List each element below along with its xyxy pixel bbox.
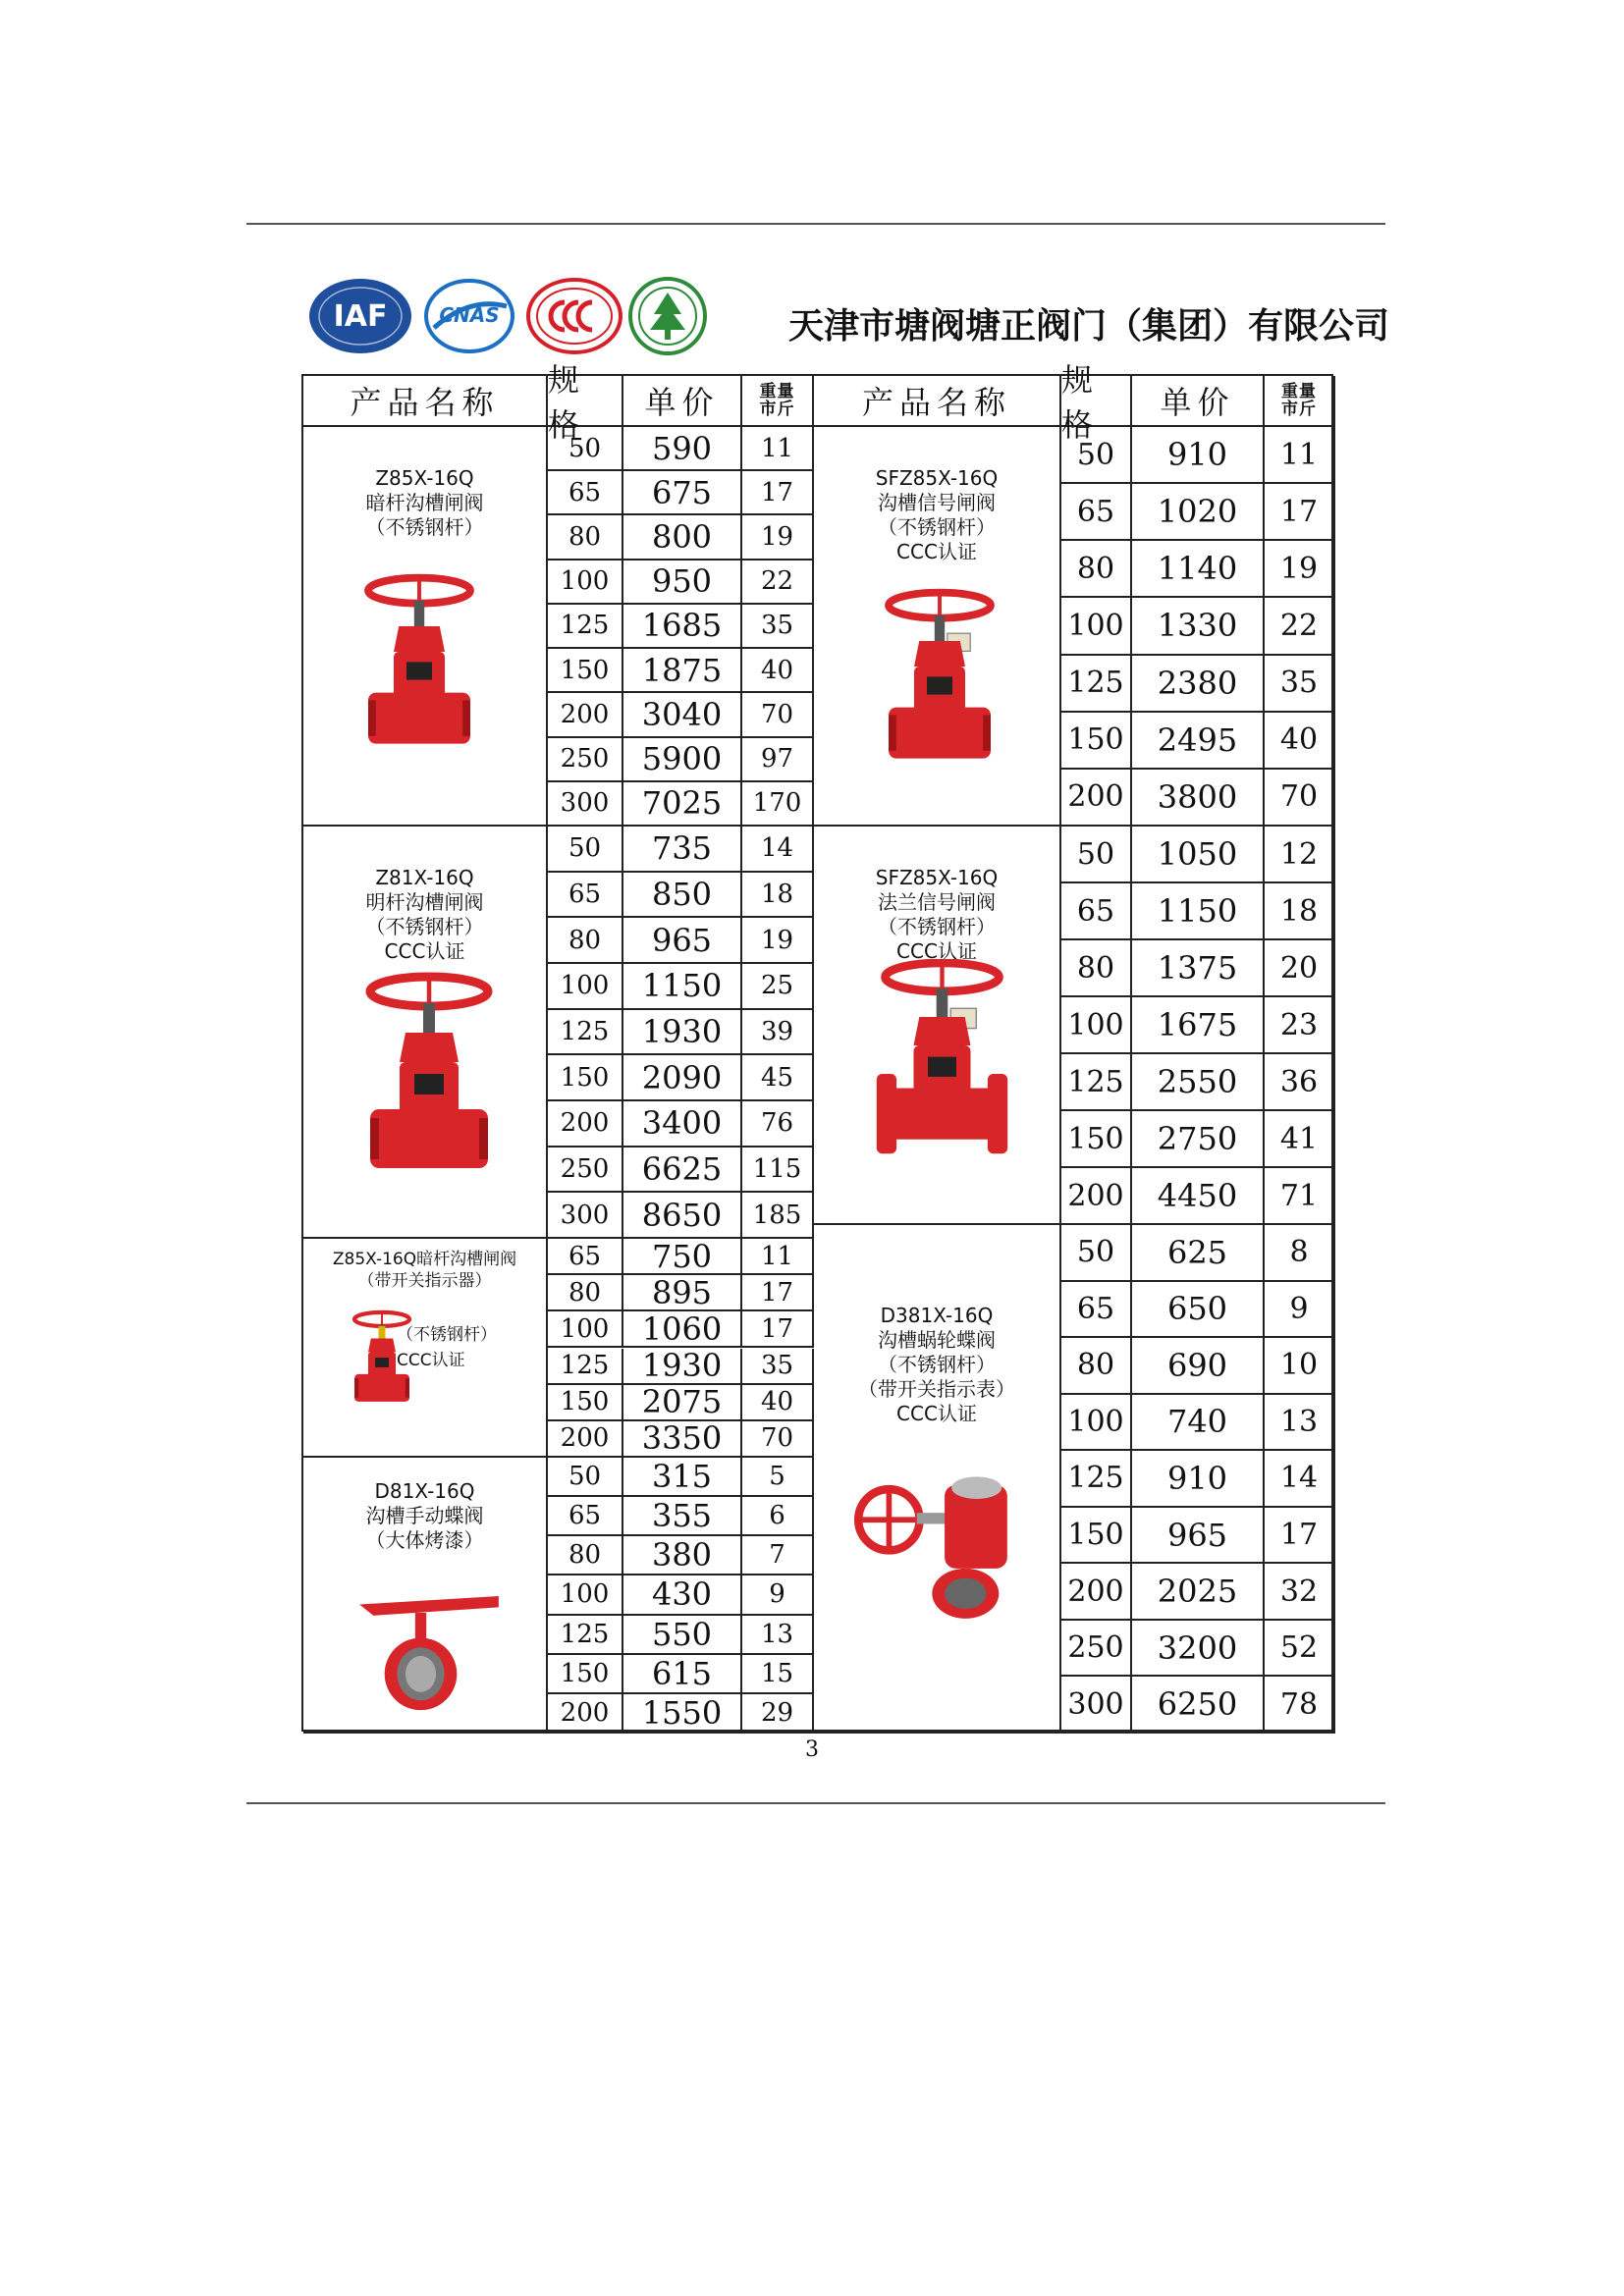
row-spec: 125 [1061, 1054, 1132, 1111]
row-price: 740 [1132, 1395, 1265, 1452]
row-spec: 50 [548, 1458, 623, 1497]
row-spec: 80 [1061, 1338, 1132, 1395]
row-weight: 19 [1265, 541, 1335, 598]
product-cell-p4 [303, 1458, 548, 1734]
product-side-line: （不锈钢杆） [397, 1325, 497, 1345]
row-weight: 22 [742, 561, 814, 605]
row-weight: 19 [742, 918, 814, 964]
row-price: 2075 [623, 1385, 742, 1421]
header-weight-bottom: 市斤 [759, 400, 795, 419]
row-price: 2090 [623, 1055, 742, 1101]
row-weight: 32 [1265, 1564, 1335, 1621]
row-price: 910 [1132, 1451, 1265, 1508]
row-price: 965 [623, 918, 742, 964]
row-weight: 70 [742, 693, 814, 737]
row-weight: 14 [742, 827, 814, 873]
product-cell-p2 [303, 827, 548, 1239]
row-weight: 12 [1265, 827, 1335, 883]
row-spec: 100 [548, 561, 623, 605]
row-price: 355 [623, 1497, 742, 1536]
row-price: 550 [623, 1616, 742, 1655]
row-price: 8650 [623, 1193, 742, 1239]
row-price: 315 [623, 1458, 742, 1497]
valve-image-icon [355, 964, 503, 1190]
row-price: 800 [623, 515, 742, 560]
bottom-rule [246, 1802, 1385, 1804]
row-spec: 250 [548, 738, 623, 782]
row-spec: 125 [1061, 1451, 1132, 1508]
row-spec: 200 [548, 1101, 623, 1148]
product-name-line: （带开关指示器） [357, 1271, 492, 1291]
row-weight: 9 [742, 1575, 814, 1615]
row-weight: 185 [742, 1193, 814, 1239]
row-price: 2495 [1132, 713, 1265, 770]
product-cell-p1 [303, 427, 548, 827]
product-name-line: （不锈钢杆） [365, 515, 484, 539]
green-tree-logo-icon [628, 277, 707, 355]
row-spec: 65 [548, 1497, 623, 1536]
product-name-line: CCC认证 [896, 1402, 977, 1425]
row-spec: 125 [548, 1616, 623, 1655]
row-price: 1875 [623, 649, 742, 693]
product-name-line: CCC认证 [896, 939, 977, 963]
row-price: 3400 [623, 1101, 742, 1148]
product-name [303, 466, 546, 540]
ccc-logo-icon [525, 277, 623, 355]
product-name-line: D81X-16Q [374, 1479, 475, 1503]
header-spec: 规格 [1061, 376, 1132, 427]
header-weight [1265, 376, 1335, 427]
row-spec: 300 [548, 1193, 623, 1239]
product-name-line: Z85X-16Q暗杆沟槽闸阀 [332, 1250, 517, 1269]
row-spec: 125 [548, 605, 623, 649]
header-weight-top: 重量 [1281, 382, 1317, 401]
product-name [303, 1479, 546, 1553]
row-weight: 9 [1265, 1282, 1335, 1339]
row-price: 1060 [623, 1311, 742, 1348]
product-name [303, 1249, 546, 1292]
row-price: 1685 [623, 605, 742, 649]
row-spec: 100 [1061, 1395, 1132, 1452]
product-name-line: （不锈钢杆） [365, 915, 484, 938]
row-spec: 65 [1061, 883, 1132, 940]
row-weight: 17 [742, 1311, 814, 1348]
row-price: 965 [1132, 1508, 1265, 1565]
row-price: 625 [1132, 1225, 1265, 1282]
product-name-line: （不锈钢杆） [878, 915, 996, 938]
header-weight [742, 376, 814, 427]
row-weight: 115 [742, 1148, 814, 1194]
row-weight: 23 [1265, 997, 1335, 1054]
row-price: 3040 [623, 693, 742, 737]
row-spec: 50 [1061, 1225, 1132, 1282]
row-weight: 11 [742, 1239, 814, 1275]
product-name-line: 法兰信号闸阀 [878, 890, 996, 914]
row-weight: 6 [742, 1497, 814, 1536]
row-weight: 11 [742, 427, 814, 471]
row-spec: 250 [548, 1148, 623, 1194]
valve-image-icon [854, 1455, 1021, 1627]
top-rule [246, 223, 1385, 225]
valve-image-icon [346, 1573, 513, 1720]
row-spec: 150 [548, 1655, 623, 1694]
row-spec: 250 [1061, 1621, 1132, 1678]
row-spec: 100 [548, 964, 623, 1010]
row-price: 590 [623, 427, 742, 471]
product-name-line: 暗杆沟槽闸阀 [365, 491, 484, 514]
row-price: 2025 [1132, 1564, 1265, 1621]
iaf-logo-icon [307, 277, 413, 355]
row-price: 6625 [623, 1148, 742, 1194]
product-cell-p6 [814, 827, 1061, 1225]
product-cell-p7 [814, 1225, 1061, 1734]
row-price: 2380 [1132, 656, 1265, 713]
row-weight: 41 [1265, 1111, 1335, 1168]
row-spec: 65 [548, 471, 623, 515]
header-price: 单价 [1132, 376, 1265, 427]
iaf-logo-text: IAF [333, 299, 388, 334]
row-weight: 13 [1265, 1395, 1335, 1452]
row-price: 380 [623, 1536, 742, 1575]
row-weight: 70 [1265, 770, 1335, 827]
product-name-line: SFZ85X-16Q [875, 866, 999, 889]
row-spec: 300 [1061, 1677, 1132, 1734]
row-spec: 50 [1061, 427, 1132, 484]
row-spec: 80 [548, 515, 623, 560]
row-spec: 50 [1061, 827, 1132, 883]
row-weight: 18 [1265, 883, 1335, 940]
product-name-line: D381X-16Q [880, 1304, 994, 1327]
row-price: 1930 [623, 1010, 742, 1056]
row-weight: 35 [1265, 656, 1335, 713]
row-price: 1675 [1132, 997, 1265, 1054]
row-spec: 300 [548, 782, 623, 827]
row-spec: 200 [548, 1421, 623, 1458]
product-name-line: 沟槽手动蝶阀 [365, 1504, 484, 1527]
row-weight: 22 [1265, 598, 1335, 655]
product-name-line: （不锈钢杆） [878, 515, 996, 539]
product-name [814, 866, 1059, 964]
product-cell-p3 [303, 1239, 548, 1458]
header-weight-top: 重量 [759, 382, 795, 401]
row-weight: 45 [742, 1055, 814, 1101]
row-spec: 65 [548, 873, 623, 919]
row-price: 1330 [1132, 598, 1265, 655]
valve-image-icon [348, 1288, 416, 1430]
product-name [814, 466, 1059, 564]
row-spec: 80 [548, 1275, 623, 1311]
header-name: 产品名称 [814, 376, 1061, 427]
cnas-logo-text: CNAS [439, 303, 500, 327]
product-name-line: 沟槽信号闸阀 [878, 491, 996, 514]
row-price: 2750 [1132, 1111, 1265, 1168]
row-price: 3350 [623, 1421, 742, 1458]
row-weight: 52 [1265, 1621, 1335, 1678]
row-spec: 80 [1061, 541, 1132, 598]
row-spec: 200 [548, 693, 623, 737]
product-name-line: 沟槽蜗轮蝶阀 [878, 1328, 996, 1352]
row-spec: 125 [548, 1010, 623, 1056]
row-price: 690 [1132, 1338, 1265, 1395]
row-price: 850 [623, 873, 742, 919]
row-weight: 40 [1265, 713, 1335, 770]
row-spec: 50 [548, 827, 623, 873]
row-spec: 100 [548, 1311, 623, 1348]
row-spec: 200 [1061, 770, 1132, 827]
row-spec: 125 [1061, 656, 1132, 713]
row-price: 615 [623, 1655, 742, 1694]
row-weight: 170 [742, 782, 814, 827]
row-spec: 150 [548, 1055, 623, 1101]
row-spec: 150 [1061, 713, 1132, 770]
header-price: 单价 [623, 376, 742, 427]
row-weight: 97 [742, 738, 814, 782]
row-weight: 19 [742, 515, 814, 560]
row-spec: 65 [1061, 484, 1132, 541]
row-weight: 35 [742, 605, 814, 649]
row-price: 650 [1132, 1282, 1265, 1339]
row-price: 1150 [623, 964, 742, 1010]
cnas-logo-icon [424, 277, 514, 355]
row-spec: 80 [548, 918, 623, 964]
row-spec: 125 [548, 1349, 623, 1385]
row-price: 6250 [1132, 1677, 1265, 1734]
header-name: 产品名称 [303, 376, 548, 427]
row-weight: 29 [742, 1694, 814, 1734]
row-spec: 65 [1061, 1282, 1132, 1339]
product-name-line: 明杆沟槽闸阀 [365, 890, 484, 914]
row-spec: 200 [1061, 1168, 1132, 1225]
product-name [814, 1304, 1059, 1426]
row-weight: 70 [742, 1421, 814, 1458]
row-spec: 150 [1061, 1508, 1132, 1565]
row-weight: 20 [1265, 940, 1335, 997]
row-weight: 14 [1265, 1451, 1335, 1508]
row-price: 5900 [623, 738, 742, 782]
row-price: 950 [623, 561, 742, 605]
row-spec: 150 [1061, 1111, 1132, 1168]
row-weight: 25 [742, 964, 814, 1010]
row-weight: 39 [742, 1010, 814, 1056]
row-weight: 71 [1265, 1168, 1335, 1225]
row-price: 430 [623, 1575, 742, 1615]
product-name [303, 866, 546, 964]
row-spec: 65 [548, 1239, 623, 1275]
valve-image-icon [871, 959, 1013, 1160]
product-cell-p5 [814, 427, 1061, 827]
row-weight: 17 [742, 471, 814, 515]
row-weight: 78 [1265, 1677, 1335, 1734]
row-weight: 5 [742, 1458, 814, 1497]
row-price: 1550 [623, 1694, 742, 1734]
product-side-line: CCC认证 [397, 1351, 465, 1370]
row-price: 1140 [1132, 541, 1265, 598]
product-name-line: CCC认证 [384, 939, 465, 963]
row-weight: 8 [1265, 1225, 1335, 1282]
row-price: 1150 [1132, 883, 1265, 940]
row-price: 675 [623, 471, 742, 515]
row-weight: 35 [742, 1349, 814, 1385]
row-price: 4450 [1132, 1168, 1265, 1225]
price-table [301, 361, 1333, 1732]
product-name-line: （不锈钢杆） [878, 1353, 996, 1376]
row-weight: 40 [742, 1385, 814, 1421]
row-spec: 200 [548, 1694, 623, 1734]
row-weight: 36 [1265, 1054, 1335, 1111]
row-weight: 10 [1265, 1338, 1335, 1395]
row-spec: 100 [1061, 598, 1132, 655]
product-name-line: Z81X-16Q [375, 866, 474, 889]
row-spec: 100 [1061, 997, 1132, 1054]
row-price: 1020 [1132, 484, 1265, 541]
row-spec: 80 [1061, 940, 1132, 997]
product-name-line: CCC认证 [896, 540, 977, 563]
row-spec: 200 [1061, 1564, 1132, 1621]
row-price: 735 [623, 827, 742, 873]
row-price: 910 [1132, 427, 1265, 484]
product-name-line: （带开关指示表） [858, 1377, 1015, 1401]
row-price: 1930 [623, 1349, 742, 1385]
row-price: 2550 [1132, 1054, 1265, 1111]
header-spec: 规格 [548, 376, 623, 427]
row-price: 1375 [1132, 940, 1265, 997]
row-weight: 11 [1265, 427, 1335, 484]
page-number: 3 [805, 1737, 819, 1762]
row-price: 3200 [1132, 1621, 1265, 1678]
row-weight: 17 [1265, 484, 1335, 541]
row-weight: 15 [742, 1655, 814, 1694]
valve-image-icon [876, 571, 1003, 787]
row-weight: 18 [742, 873, 814, 919]
row-price: 895 [623, 1275, 742, 1311]
row-weight: 17 [1265, 1508, 1335, 1565]
header-weight-bottom: 市斤 [1281, 400, 1317, 419]
row-weight: 76 [742, 1101, 814, 1148]
row-price: 750 [623, 1239, 742, 1275]
row-price: 1050 [1132, 827, 1265, 883]
row-spec: 50 [548, 427, 623, 471]
product-name-line: Z85X-16Q [375, 466, 474, 490]
row-price: 3800 [1132, 770, 1265, 827]
row-spec: 80 [548, 1536, 623, 1575]
row-spec: 150 [548, 1385, 623, 1421]
row-weight: 17 [742, 1275, 814, 1311]
row-weight: 13 [742, 1616, 814, 1655]
row-price: 7025 [623, 782, 742, 827]
row-weight: 40 [742, 649, 814, 693]
row-spec: 150 [548, 649, 623, 693]
row-weight: 7 [742, 1536, 814, 1575]
company-name: 天津市塘阀塘正阀门（集团）有限公司 [788, 306, 1390, 347]
valve-image-icon [355, 561, 483, 768]
product-name-line: SFZ85X-16Q [875, 466, 999, 490]
row-spec: 100 [548, 1575, 623, 1615]
product-name-line: （大体烤漆） [365, 1528, 484, 1552]
